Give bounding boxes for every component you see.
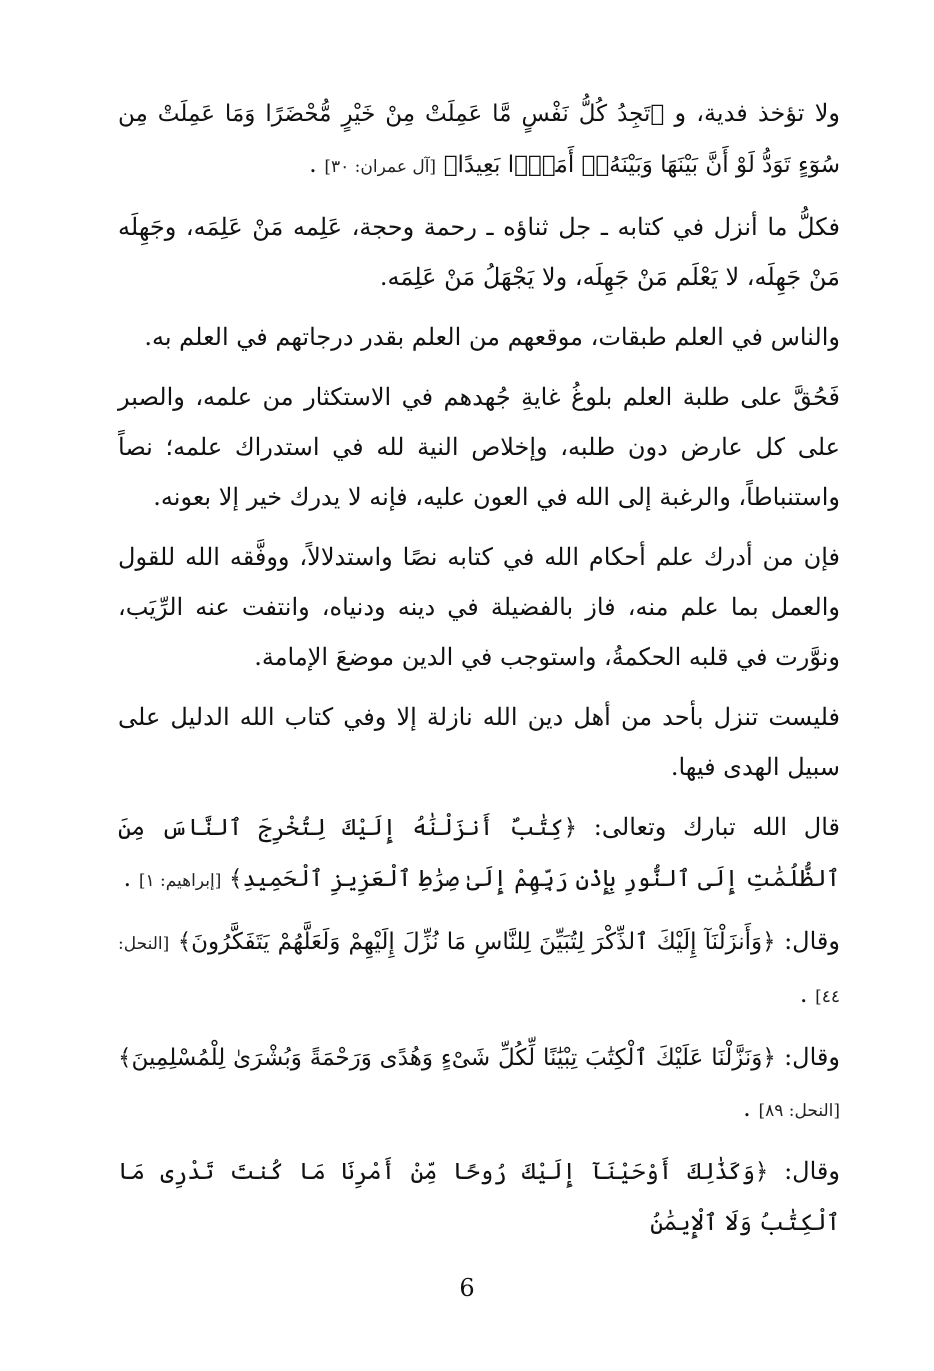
- paragraph-7: [118, 802, 840, 906]
- paragraph-2: فكلُّ ما أنزل في كتابه ـ جل ثناؤه ـ رحمة وحجة، عَلِمه مَنْ عَلِمَه، وجَهِلَه مَنْ جَهِلَه، لا يَعْلَم مَنْ جَهِلَه، ولا يَجْهَلُ مَنْ عَلِمَه.: [118, 213, 840, 291]
- quran-verse-3: ﴿وَأَنزَلْنَآ إِلَيْكَ ٱلذِّكْرَ لِتُبَيِّنَ لِلنَّاسِ مَا نُزِّلَ إِلَيْهِمْ وَلَعَلَّهُمْ يَتَفَكَّرُونَ﴾: [177, 929, 776, 955]
- verse-reference-1: [آل عمران: ٣٠]: [324, 157, 437, 177]
- paragraph-9-lead: وقال:: [775, 1043, 840, 1071]
- paragraph-8-lead: وقال:: [775, 927, 840, 955]
- paragraph-7-end: .: [123, 864, 132, 892]
- paragraph-1: [118, 88, 840, 192]
- paragraph-10: [118, 1146, 840, 1248]
- paragraph-7-lead: قال الله تبارك وتعالى:: [577, 813, 840, 841]
- verse-reference-2: [إبراهيم: ١]: [138, 871, 222, 891]
- verse-reference-3: [النحل: ٤٤]: [118, 934, 840, 1007]
- paragraph-4: فَحُقَّ على طلبة العلم بلوغُ غايةِ جُهدهم في الاستكثار من علمه، والصبر على كل عارض دون طلبه، وإخلاص النية لله في استدراك علمه؛ نصاً واستنباطاً، والرغبة إلى الله في العون عليه، فإنه لا يدرك خير إلا بعونه.: [118, 383, 840, 511]
- verse-reference-4: [النحل: ٨٩]: [758, 1101, 840, 1121]
- paragraph-1-lead: ولا تؤخذ فدية، و: [674, 99, 840, 127]
- paragraph-9: [118, 1032, 840, 1136]
- paragraph-8: [118, 916, 840, 1022]
- paragraph-5: فإن من أدرك علم أحكام الله في كتابه نصًا واستدلالاً، ووفَّقه الله للقول والعمل بما علم منه، فاز بالفضيلة في دينه ودنياه، وانتفت عنه الرِّيَب، ونوَّرت في قلبه الحكمةُ، واستوجب في الدين موضعَ الإمامة.: [118, 543, 840, 671]
- page-number: 6: [459, 1274, 475, 1302]
- paragraph-9-end: .: [743, 1094, 751, 1122]
- paragraph-3: والناس في العلم طبقات، موقعهم من العلم بقدر درجاتهم في العلم به.: [144, 323, 840, 351]
- quran-verse-1: ﴿تَجِدُ كُلُّ نَفْسٍ مَّا عَمِلَتْ مِنْ خَيْرٍ مُّحْضَرًا وَمَا عَمِلَتْ مِن سُوٓءٍ تَوَدُّ لَوْ أَنَّ بَيْنَهَا وَبَيْنَهُۥٓ أَمَدًۢا بَعِيدًا﴾: [118, 101, 840, 178]
- quran-verse-2: ﴿كِتَٰبٌ أَنزَلْنَٰهُ إِلَيْكَ لِتُخْرِجَ ٱلنَّاسَ مِنَ ٱلظُّلُمَٰتِ إِلَى ٱلنُّورِ بِإِذْنِ رَبِّهِمْ إِلَىٰ صِرَٰطِ ٱلْعَزِيزِ ٱلْحَمِيدِ﴾: [118, 815, 840, 892]
- paragraph-1-end: .: [309, 150, 317, 178]
- page-body: [118, 88, 840, 1248]
- paragraph-6: فليست تنزل بأحد من أهل دين الله نازلة إلا وفي كتاب الله الدليل على سبيل الهدى فيها.: [118, 703, 840, 781]
- quran-verse-5: ﴿وَكَذَٰلِكَ أَوْحَيْنَآ إِلَيْكَ رُوحًا مِّنْ أَمْرِنَا مَا كُنتَ تَدْرِى مَا ٱلْكِتَٰبُ وَلَا ٱلْإِيمَٰنُ: [118, 1159, 840, 1236]
- paragraph-10-lead: وقال:: [768, 1157, 840, 1185]
- quran-verse-4: ﴿وَنَزَّلْنَا عَلَيْكَ ٱلْكِتَٰبَ تِبْيَٰنًا لِّكُلِّ شَىْءٍ وَهُدًى وَرَحْمَةً وَبُشْرَىٰ لِلْمُسْلِمِينَ﴾: [118, 1045, 776, 1071]
- paragraph-8-end: .: [799, 980, 808, 1008]
